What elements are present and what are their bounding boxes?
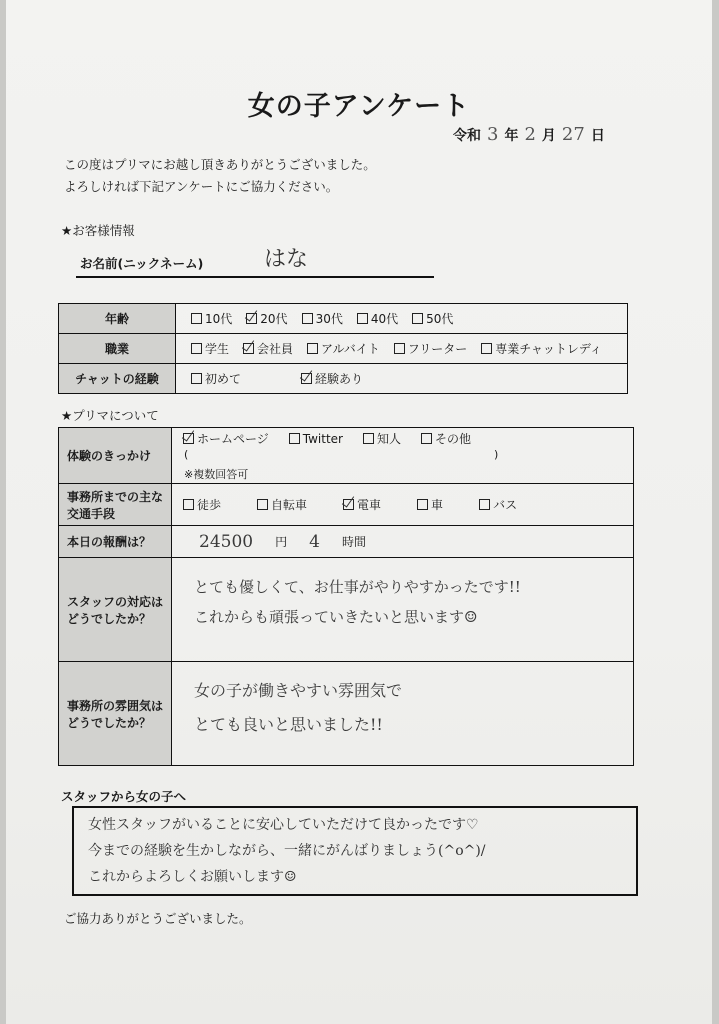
job-option-label: 学生	[205, 342, 230, 356]
transport-label	[59, 484, 172, 526]
job-option[interactable]	[243, 340, 293, 357]
date-month-label: 月	[541, 128, 556, 144]
message-line-3: これからよろしくお願いします☺	[88, 869, 297, 885]
job-checkbox[interactable]	[394, 343, 405, 354]
staff-label-line-1: スタッフの対応は	[67, 594, 164, 609]
date-day: 27	[561, 124, 585, 145]
trigger-option[interactable]	[421, 430, 471, 447]
pay-label: 本日の報酬は？	[59, 526, 172, 558]
message-line-2: 今までの経験を生かしながら、一緒にがんばりましょう(^o^)/	[88, 843, 486, 859]
name-label: お名前(ニックネーム)	[80, 256, 204, 271]
transport-checkbox[interactable]	[479, 499, 490, 510]
transport-checkbox[interactable]	[257, 499, 268, 510]
trigger-checkbox[interactable]	[183, 433, 194, 444]
experience-options	[177, 370, 626, 387]
pay-hours-label: 時間	[341, 535, 366, 549]
date-month: 2	[524, 124, 536, 145]
profile-table	[58, 303, 628, 394]
job-option-label: 専業チャットレディ	[495, 342, 602, 356]
age-option[interactable]	[357, 310, 398, 327]
intro-line-2: よろしければ下記アンケートにご協力ください。	[64, 179, 339, 194]
job-option[interactable]	[394, 340, 468, 357]
transport-option[interactable]	[257, 496, 307, 513]
transport-option[interactable]	[343, 496, 381, 513]
job-checkbox[interactable]	[243, 343, 254, 354]
job-option[interactable]	[307, 340, 380, 357]
transport-checkbox[interactable]	[183, 499, 194, 510]
age-checkbox[interactable]	[246, 313, 257, 324]
staff-label	[59, 558, 172, 662]
trigger-option[interactable]	[183, 430, 269, 447]
job-checkbox[interactable]	[191, 343, 202, 354]
transport-option-label: 自転車	[271, 498, 308, 512]
experience-checkbox[interactable]	[301, 373, 312, 384]
job-option[interactable]	[481, 340, 602, 357]
experience-label: チャットの経験	[59, 364, 176, 394]
trigger-option-label: Twitter	[302, 431, 343, 446]
experience-option[interactable]	[191, 370, 241, 387]
trigger-option-label: 知人	[376, 432, 401, 446]
age-option-label: 40代	[370, 312, 399, 326]
trigger-note: ※複数回答可	[184, 468, 249, 481]
transport-option-label: 車	[431, 498, 444, 512]
transport-option[interactable]	[479, 496, 517, 513]
transport-checkbox[interactable]	[343, 499, 354, 510]
trigger-option[interactable]	[289, 432, 343, 446]
age-option-label: 20代	[260, 312, 288, 326]
atmosphere-label-line-2: どうでしたか？	[67, 715, 152, 730]
pay-amount: 24500	[199, 531, 254, 552]
age-option[interactable]	[302, 310, 343, 327]
date-year-label: 年	[504, 128, 519, 144]
trigger-paren-close: )	[494, 448, 499, 461]
trigger-option-label: ホームページ	[197, 432, 269, 446]
transport-option[interactable]	[417, 496, 443, 513]
age-checkbox[interactable]	[191, 313, 202, 324]
experience-option-label: 経験あり	[315, 372, 364, 386]
name-field	[76, 244, 434, 278]
job-label: 職業	[59, 334, 176, 364]
transport-option[interactable]	[183, 496, 221, 513]
trigger-paren-open: (	[184, 448, 189, 461]
job-option-label: 会社員	[257, 342, 294, 356]
experience-option-label: 初めて	[205, 372, 242, 386]
job-option-label: フリーター	[407, 342, 468, 356]
transport-options	[173, 496, 632, 513]
age-option[interactable]	[412, 310, 453, 327]
atmosphere-label	[59, 662, 172, 766]
atmosphere-answer-line-2: とても良いと思いました!!	[194, 715, 383, 734]
date-era: 令和	[453, 128, 481, 144]
date-day-label: 日	[590, 128, 605, 144]
staff-answer-line-2: これからも頑張っていきたいと思います☺	[194, 608, 478, 626]
prima-table	[58, 427, 634, 766]
date-line	[453, 124, 605, 145]
atmosphere-label-line-1: 事務所の雰囲気は	[67, 698, 164, 713]
age-option-label: 50代	[426, 312, 454, 326]
transport-option-label: バス	[493, 498, 518, 512]
experience-option[interactable]	[301, 370, 363, 387]
age-label: 年齢	[59, 304, 176, 334]
job-option-label: アルバイト	[321, 342, 380, 356]
job-options	[177, 340, 626, 357]
customer-heading: ★お客様情報	[61, 223, 135, 238]
staff-message-box	[72, 806, 638, 896]
atmosphere-answer-line-1: 女の子が働きやすい雰囲気で	[194, 681, 403, 700]
trigger-label: 体験のきっかけ	[59, 428, 172, 484]
closing-text: ご協力ありがとうございました。	[64, 911, 252, 926]
experience-checkbox[interactable]	[191, 373, 202, 384]
transport-label-line-1: 事務所までの主な	[67, 489, 164, 504]
staff-answer-line-1: とても優しくて、お仕事がやりやすかったです!!	[194, 578, 521, 596]
name-value: はな	[264, 247, 309, 272]
age-option-label: 30代	[315, 312, 343, 326]
job-option[interactable]	[191, 340, 229, 357]
pay-hours: 4	[309, 531, 320, 552]
age-options	[177, 310, 626, 327]
trigger-options	[173, 430, 471, 447]
trigger-checkbox[interactable]	[363, 433, 374, 444]
job-checkbox[interactable]	[307, 343, 318, 354]
pay-row	[173, 532, 632, 552]
transport-checkbox[interactable]	[417, 499, 428, 510]
message-heading: スタッフから女の子へ	[61, 789, 187, 804]
job-checkbox[interactable]	[481, 343, 492, 354]
age-checkbox[interactable]	[302, 313, 313, 324]
trigger-option[interactable]	[363, 430, 401, 447]
transport-label-line-2: 交通手段	[67, 506, 116, 521]
trigger-checkbox[interactable]	[421, 433, 432, 444]
age-checkbox[interactable]	[412, 313, 423, 324]
intro-line-1: この度はプリマにお越し頂きありがとうございました。	[64, 157, 376, 172]
age-checkbox[interactable]	[357, 313, 368, 324]
date-year: 3	[487, 124, 499, 145]
age-option[interactable]	[191, 310, 232, 327]
staff-label-line-2: どうでしたか？	[67, 611, 152, 626]
page-title: 女の子アンケート	[247, 91, 471, 122]
trigger-option-label: その他	[435, 432, 472, 446]
pay-yen: 円	[275, 535, 288, 549]
transport-option-label: 電車	[357, 498, 382, 512]
message-line-1: 女性スタッフがいることに安心していただけて良かったです♡	[88, 817, 479, 833]
age-option-label: 10代	[205, 312, 233, 326]
age-option[interactable]	[246, 310, 287, 327]
trigger-checkbox[interactable]	[289, 433, 300, 444]
survey-sheet	[6, 0, 712, 1024]
transport-option-label: 徒歩	[197, 498, 222, 512]
prima-heading: ★プリマについて	[61, 408, 159, 423]
